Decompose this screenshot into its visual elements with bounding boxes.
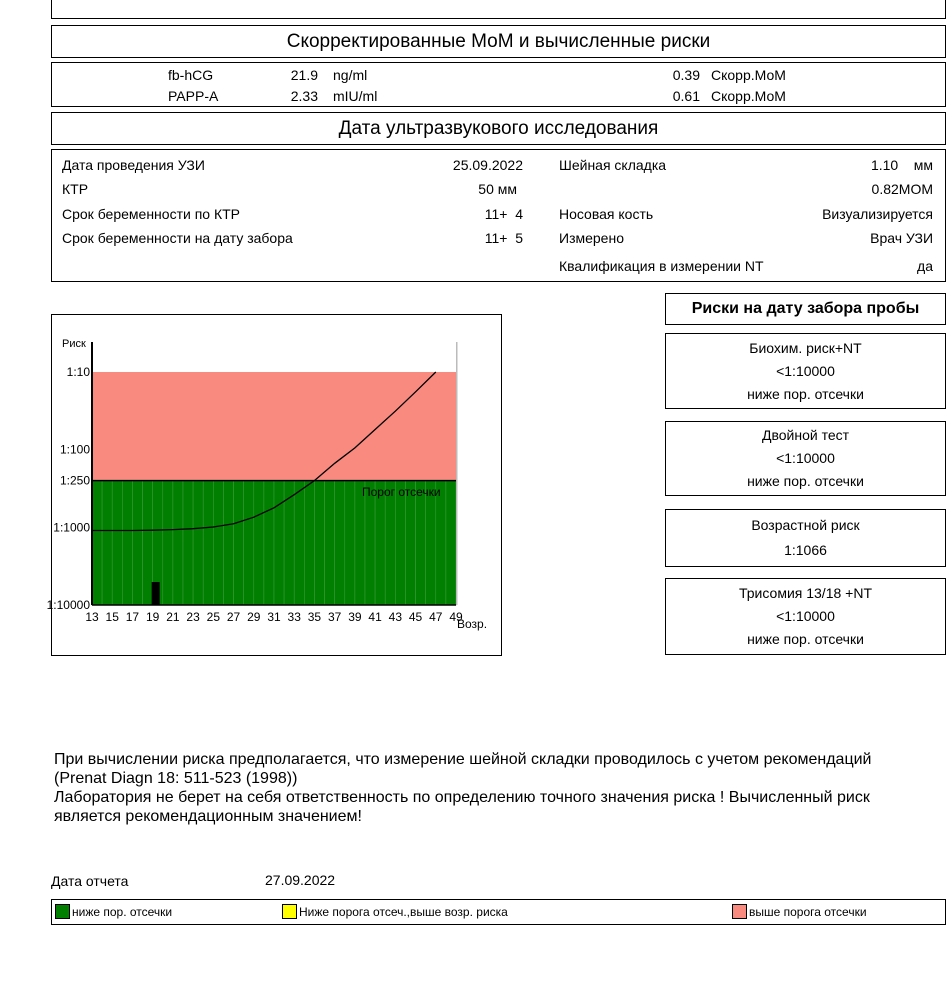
x-tick-label: 29 [247,610,261,624]
marker-mom: 0.61 [672,88,700,104]
age-risk-bar [345,481,355,605]
age-risk-bar [335,481,345,605]
risk-chart-frame [46,314,502,656]
risk-value: <1:10000 [776,608,835,624]
risk-note: ниже пор. отсечки [747,385,864,402]
us-left-label: Дата проведения УЗИ [62,157,205,173]
x-tick-label: 47 [429,610,443,624]
y-tick-label: 1:10000 [46,598,90,612]
age-risk-bar [375,481,385,605]
legend-swatch-red [732,904,747,919]
us-right-value: Визуализируется [822,206,933,222]
age-risk-bar [92,481,102,605]
marker-unit: mIU/ml [333,88,378,104]
age-risk-bar [203,481,213,605]
age-risk-bar [436,481,446,605]
ultrasound-table [51,149,946,282]
age-risk-bar [405,481,415,605]
us-right-label: Измерено [559,230,624,246]
age-risk-bar [244,481,254,605]
risk-name: Двойной тест [761,427,850,443]
legend-label: Ниже порога отсеч.,выше возр. риска [299,904,508,919]
x-tick-label: 33 [287,610,301,624]
x-tick-label: 41 [368,610,382,624]
ultrasound-title: Дата ультразвукового исследования [338,117,659,139]
us-right-label: Шейная складка [559,157,667,173]
note-line: (Prenat Diagn 18: 511-523 (1998)) [54,770,298,787]
us-left-label: КТР [62,181,89,197]
risk-note: ниже пор. отсечки [747,631,864,647]
notes [54,750,944,826]
legend-label: выше порога отсечки [749,904,867,919]
marker-unit: ng/ml [333,67,368,83]
us-right-label: Носовая кость [559,206,654,222]
risk-box-trisomy [665,578,946,655]
legend-swatch-yellow [282,904,297,919]
age-risk-bar [385,481,395,605]
risk-name: Трисомия 13/18 +NT [739,585,872,601]
ultrasound-header [51,112,946,145]
us-left-label: Срок беременности на дату забора [62,230,293,246]
age-risk-bar [163,481,173,605]
note-line: является рекомендационным значением! [54,808,362,825]
age-risk-bar [355,481,365,605]
marker-name: fb-hCG [168,67,214,83]
age-risk-bar [112,481,122,605]
x-tick-label: 21 [166,610,180,624]
note-line: При вычислении риска предполагается, что измерение шейной складки проводилось с учетом рекомендаций [54,751,872,768]
x-tick-label: 27 [226,610,241,624]
age-risk-bar [426,481,436,605]
x-tick-label: 23 [186,610,200,624]
x-tick-label: 19 [145,610,160,624]
x-tick-label: 17 [125,610,140,624]
risk-box-biochem [665,333,946,409]
risk-box-double-test [665,421,946,496]
note-line: Лаборатория не берет на себя ответственность по определению точного значения риска ! Вычисленный риск [54,789,870,806]
age-risk-bar [223,481,233,605]
marker-mom-label: Скорр.МоМ [711,67,786,83]
age-risk-bar [284,481,294,605]
age-risk-bar [294,481,304,605]
x-tick-label: 15 [105,610,119,624]
threshold-label: Порог отсечки [362,485,441,499]
x-tick-label: 39 [348,610,362,624]
age-risk-bar [314,481,324,605]
us-left-value: 50 мм [478,181,517,197]
legend-label: ниже пор. отсечки [72,904,173,919]
x-tick-label: 25 [206,610,221,624]
age-risk-bar [304,481,314,605]
area-above-threshold [92,372,456,481]
age-risk-bar [193,481,203,605]
plot-right-edge [456,342,458,605]
patient-risk-marker [152,582,160,605]
risk-name: Возрастной риск [751,517,860,533]
marker-value: 21.9 [290,67,318,83]
us-right-value: 1.10 мм [870,157,933,173]
risk-value: 1:1066 [784,542,827,558]
top-section-remnant [51,0,946,19]
age-risk-bar [102,481,112,605]
us-left-value: 25.09.2022 [452,157,523,173]
chart-ylabel: Риск [62,338,86,350]
report-date-label: Дата отчета [51,873,129,889]
age-risk-bar [234,481,244,605]
corrected-mom-table [51,62,946,107]
age-risk-bar [274,481,284,605]
us-left-value: 11+ 4 [484,206,523,222]
corrected-mom-header [51,25,946,58]
legend-item-below [55,904,172,919]
age-risk-bar [264,481,274,605]
chart-xlabel: Возр. [457,617,488,631]
x-tick-label: 31 [267,610,281,624]
marker-mom: 0.39 [672,67,700,83]
x-tick-label: 45 [408,610,423,624]
age-risk-bar [132,481,142,605]
age-risk-bar [122,481,132,605]
age-risk-bar [325,481,335,605]
y-tick-label: 1:1000 [53,520,90,535]
age-risk-bar [446,481,456,605]
us-right-value: да [917,258,933,274]
us-right-value: 0.82МОМ [871,181,933,197]
x-tick-label: 37 [327,610,342,624]
age-risk-bar [395,481,405,605]
us-right-value: Врач УЗИ [870,230,933,246]
risk-note: ниже пор. отсечки [747,473,864,489]
us-left-label: Срок беременности по КТР [62,206,241,222]
age-risk-bar [416,481,426,605]
risks-header [665,293,946,325]
risk-name: Биохим. риск+NT [749,339,862,356]
marker-name: PAPP-A [168,88,219,104]
x-tick-label: 35 [307,610,322,624]
risk-value: <1:10000 [776,450,835,466]
y-tick-label: 1:10 [66,365,90,379]
age-risk-bar [213,481,223,605]
risk-chart [46,315,501,655]
us-left-value: 11+ 5 [484,230,523,246]
corrected-mom-title: Скорректированные МоМ и вычисленные риски [286,30,711,52]
marker-value: 2.33 [290,88,318,104]
age-risk-bar [143,481,153,605]
marker-mom-label: Скорр.МоМ [711,88,786,104]
risks-title: Риски на дату забора пробы [691,300,920,317]
age-risk-bar [365,481,375,605]
y-tick-label: 1:250 [59,473,90,488]
risk-value: <1:10000 [776,362,835,379]
legend-item-between [282,904,508,919]
us-right-label: Квалификация в измерении NT [559,258,764,274]
age-risk-bar [173,481,183,605]
risk-box-age [665,509,946,567]
age-risk-bar [254,481,264,605]
x-tick-label: 13 [85,610,99,624]
legend-item-above [732,904,867,919]
x-tick-label: 43 [388,610,403,624]
x-tick-label: 49 [449,610,463,624]
age-risk-bar [183,481,193,605]
legend-swatch-green [55,904,70,919]
y-tick-label: 1:100 [59,442,90,457]
report-date-value: 27.09.2022 [265,872,336,888]
